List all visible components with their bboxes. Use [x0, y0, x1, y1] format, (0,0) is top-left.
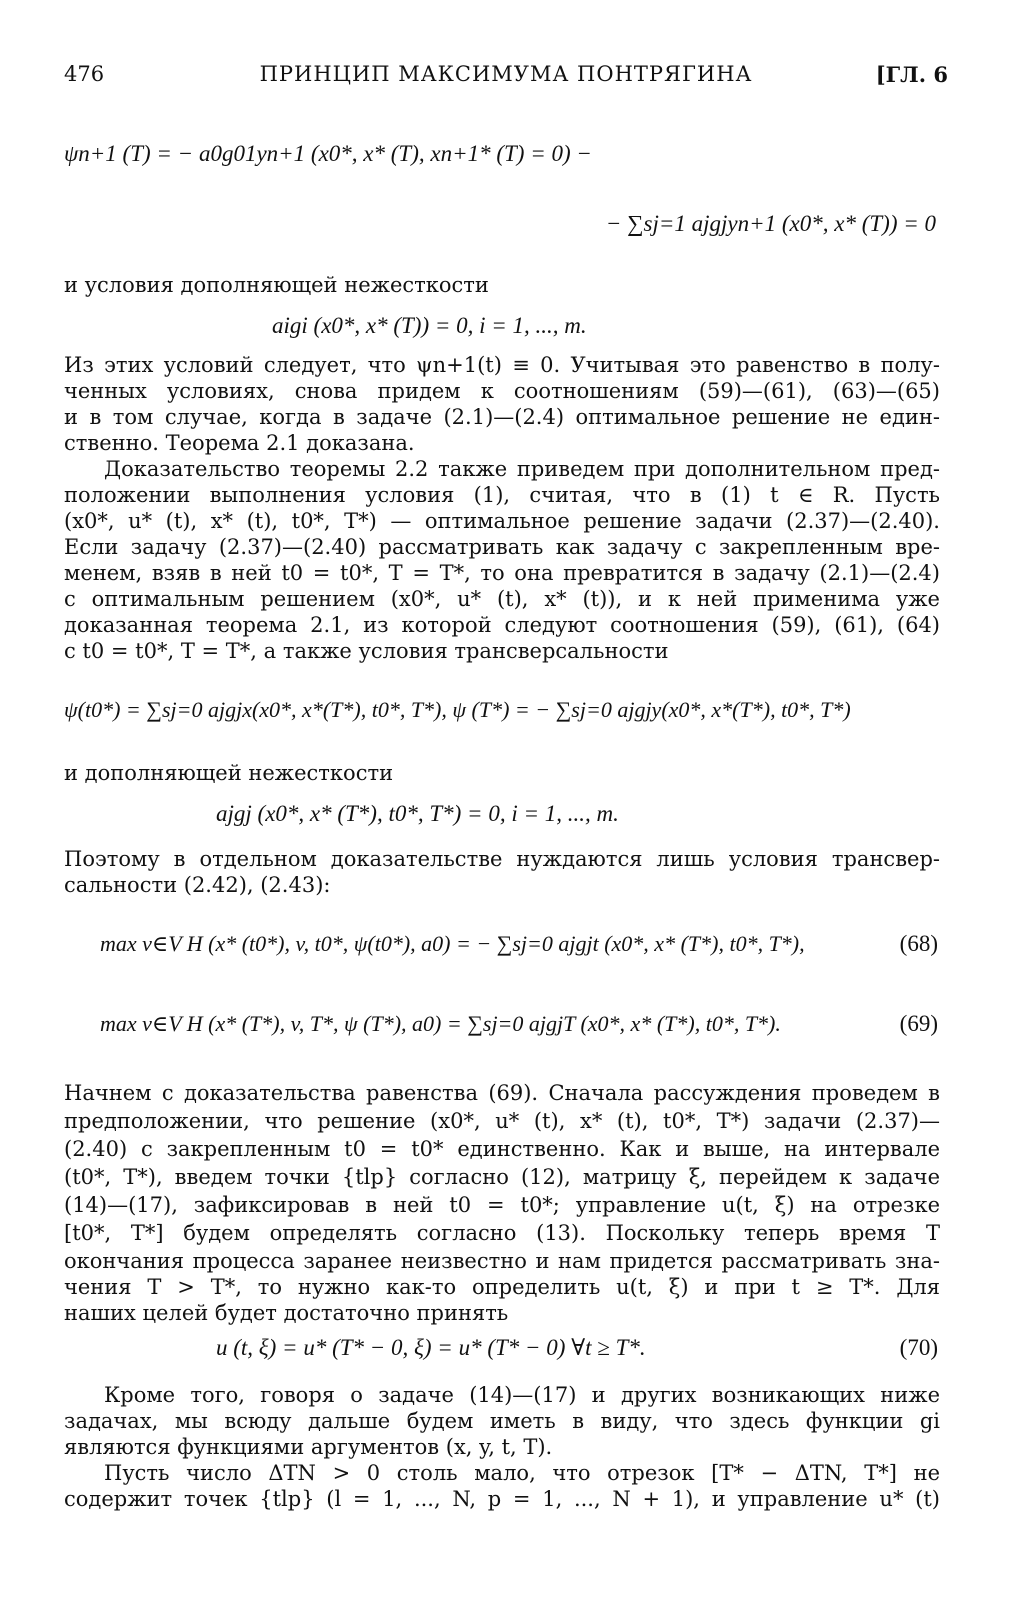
- paragraph-line: Из этих условий следует, что ψn+1(t) ≡ 0. Учитывая это равенство в полу-: [64, 353, 940, 377]
- paragraph-line: Доказательство теоремы 2.2 также приведем при дополнительном пред-: [104, 457, 940, 481]
- running-title: ПРИНЦИП МАКСИМУМА ПОНТРЯГИНА: [259, 62, 753, 86]
- paragraph-line: (t0*, T*), введем точки {tlp} согласно (12), матрицу ξ, перейдем к задаче: [64, 1165, 940, 1189]
- paragraph-line: задачах, мы всюду дальше будем иметь в виду, что здесь функции gi: [64, 1409, 940, 1433]
- equation-number-70: (70): [899, 1335, 938, 1360]
- paragraph-line: чения T > T*, то нужно как-то определить u(t, ξ) и при t ≥ T*. Для: [64, 1275, 940, 1299]
- equation-number-69: (69): [899, 1011, 938, 1036]
- paragraph-line: [t0*, T*] будем определять согласно (13). Поскольку теперь время T: [64, 1221, 940, 1245]
- paragraph-line: (x0*, u* (t), x* (t), t0*, T*) — оптимальное решение задачи (2.37)—(2.40).: [64, 509, 940, 533]
- equation-complementary-2: ajgj (x0*, x* (T*), t0*, T*) = 0, i = 1, ..., m.: [216, 801, 619, 826]
- paragraph-line: с t0 = t0*, T = T*, а также условия трансверсальности: [64, 639, 669, 663]
- paragraph-line: предположении, что решение (x0*, u* (t), x* (t), t0*, T*) задачи (2.37)—: [64, 1109, 940, 1133]
- paragraph-line: содержит точек {tlp} (l = 1, ..., N, p = 1, ..., N + 1), и управление u* (t): [64, 1487, 940, 1511]
- paragraph-line: Если задачу (2.37)—(2.40) рассматривать как задачу с закрепленным вре-: [64, 535, 940, 559]
- paragraph-line: с оптимальным решением (x0*, u* (t), x* (t)), и к ней применима уже: [64, 587, 940, 611]
- paragraph-line: Начнем с доказательства равенства (69). Сначала рассуждения проведем в: [64, 1081, 940, 1105]
- paragraph-line: (14)—(17), зафиксировав в ней t0 = t0*; управление u(t, ξ) на отрезке: [64, 1193, 940, 1217]
- equation-69: max v∈V H (x* (T*), v, T*, ψ (T*), a0) = ∑sj=0 ajgjT (x0*, x* (T*), t0*, T*).: [100, 1011, 781, 1036]
- equation-70: u (t, ξ) = u* (T* − 0, ξ) = u* (T* − 0) ∀t ≥ T*.: [216, 1335, 646, 1360]
- equation-psi-line1: ψn+1 (T) = − a0g01yn+1 (x0*, x* (T), xn+1* (T) = 0) −: [64, 141, 592, 166]
- paragraph-line: (2.40) с закрепленным t0 = t0* единственно. Как и выше, на интервале: [64, 1137, 940, 1161]
- equation-psi-line2: − ∑sj=1 ajgjyn+1 (x0*, x* (T)) = 0: [605, 211, 936, 236]
- paragraph-line: Поэтому в отдельном доказательстве нуждаются лишь условия трансвер-: [64, 847, 940, 871]
- paragraph-line: сальности (2.42), (2.43):: [64, 873, 331, 897]
- paragraph-line: положении выполнения условия (1), считая, что в (1) t ∈ R. Пусть: [64, 483, 940, 507]
- paragraph-line: менем, взяв в ней t0 = t0*, T = T*, то она превратится в задачу (2.1)—(2.4): [64, 561, 940, 585]
- equation-68: max v∈V H (x* (t0*), v, t0*, ψ(t0*), a0) = − ∑sj=0 ajgjt (x0*, x* (T*), t0*, T*),: [100, 931, 805, 956]
- paragraph-line: Кроме того, говоря о задаче (14)—(17) и других возникающих ниже: [104, 1383, 940, 1407]
- chapter-label: [ГЛ. 6: [875, 62, 948, 87]
- page-number: 476: [64, 62, 105, 86]
- paragraph-line: и в том случае, когда в задаче (2.1)—(2.4) оптимальное решение не един-: [64, 405, 940, 429]
- paragraph-text: и условия дополняющей нежесткости: [64, 273, 489, 297]
- paragraph-line: доказанная теорема 2.1, из которой следуют соотношения (59), (61), (64): [64, 613, 940, 637]
- paragraph-text: и дополняющей нежесткости: [64, 761, 394, 785]
- page-header: [64, 62, 948, 92]
- equation-complementary-1: aigi (x0*, x* (T)) = 0, i = 1, ..., m.: [272, 313, 587, 338]
- paragraph-line: окончания процесса заранее неизвестно и нам придется рассматривать зна-: [64, 1249, 940, 1273]
- paragraph-line: ственно. Теорема 2.1 доказана.: [64, 431, 415, 455]
- paragraph-line: ченных условиях, снова придем к соотношениям (59)—(61), (63)—(65): [64, 379, 940, 403]
- equation-transversality: ψ(t0*) = ∑sj=0 ajgjx(x0*, x*(T*), t0*, T*), ψ (T*) = − ∑sj=0 ajgjy(x0*, x*(T*), t0*, T*): [64, 697, 851, 722]
- paragraph-line: являются функциями аргументов (x, y, t, T).: [64, 1435, 553, 1459]
- paragraph-line: Пусть число ΔTN > 0 столь мало, что отрезок [T* − ΔTN, T*] не: [104, 1461, 940, 1485]
- equation-number-68: (68): [899, 931, 938, 956]
- paragraph-line: наших целей будет достаточно принять: [64, 1301, 509, 1325]
